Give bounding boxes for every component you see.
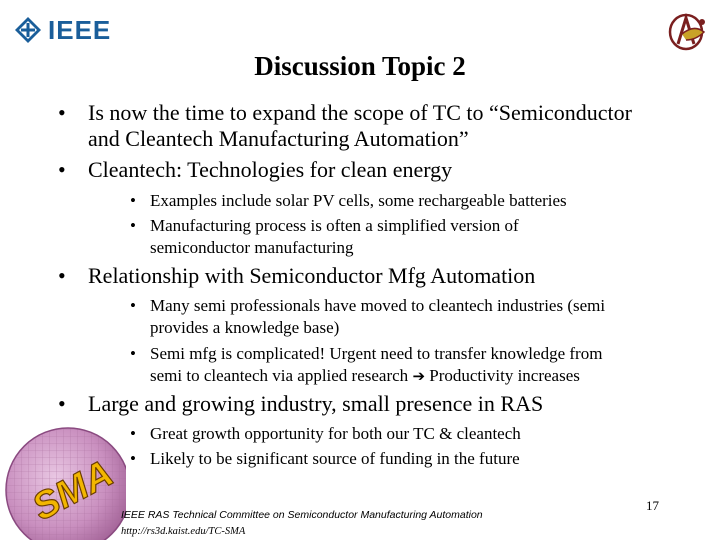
page-number: 17 — [646, 498, 659, 513]
footer-url-link[interactable]: http://rs3d.kaist.edu/TC-SMA — [121, 526, 246, 537]
sub-bullet-dot: • — [130, 296, 136, 315]
bullet-3-line-1: Relationship with Semiconductor Mfg Automation — [88, 263, 536, 288]
bullet-dot: • — [58, 391, 66, 416]
sub-bullet-dot: • — [130, 191, 136, 210]
sub-bullet-3-2-line-2-text: semi to cleantech via applied research — [150, 366, 409, 385]
sub-bullet-2-2-line-2: semiconductor manufacturing — [150, 238, 354, 257]
sub-bullet-2-1-line-1: Examples include solar PV cells, some rechargeable batteries — [150, 191, 567, 210]
sub-bullet-dot: • — [130, 424, 136, 443]
sma-wafer-logo — [0, 422, 126, 540]
sub-bullet-2-2-line-1: Manufacturing process is often a simplified version of — [150, 216, 519, 235]
right-arrow-icon: ➔ — [412, 367, 426, 385]
sub-bullet-dot: • — [130, 216, 136, 235]
sub-bullet-3-2-line-2 — [150, 364, 580, 388]
bullet-1-line-1: Is now the time to expand the scope of TC to “Semiconductor — [88, 100, 632, 125]
sub-bullet-dot: • — [130, 449, 136, 468]
sub-bullet-4-2-line-1: Likely to be significant source of funding in the future — [150, 449, 520, 468]
ieee-logo-text: IEEE — [48, 14, 112, 45]
bullet-dot: • — [58, 263, 66, 288]
bullet-1-line-2: and Cleantech Manufacturing Automation” — [88, 126, 469, 151]
ieee-logo — [14, 12, 111, 48]
slide-title: Discussion Topic 2 — [254, 51, 466, 81]
footer-organization: IEEE RAS Technical Committee on Semiconductor Manufacturing Automation — [121, 509, 483, 521]
ras-logo-icon — [664, 10, 712, 54]
bullet-dot: • — [58, 100, 66, 125]
sub-bullet-dot: • — [130, 344, 136, 363]
sub-bullet-3-2-line-1: Semi mfg is complicated! Urgent need to transfer knowledge from — [150, 344, 603, 363]
sub-bullet-3-1-line-2: provides a knowledge base) — [150, 318, 340, 337]
sub-bullet-3-2-arrow-suffix: Productivity increases — [425, 366, 580, 385]
ieee-diamond-icon — [14, 16, 42, 44]
bullet-2-line-1: Cleantech: Technologies for clean energy — [88, 157, 453, 182]
sma-badge-text: SMA — [25, 452, 121, 530]
bullet-4-line-1: Large and growing industry, small presence in RAS — [88, 391, 544, 416]
sub-bullet-4-1-line-1: Great growth opportunity for both our TC & cleantech — [150, 424, 521, 443]
sub-bullet-3-1-line-1: Many semi professionals have moved to cleantech industries (semi — [150, 296, 606, 315]
bullet-dot: • — [58, 157, 66, 182]
